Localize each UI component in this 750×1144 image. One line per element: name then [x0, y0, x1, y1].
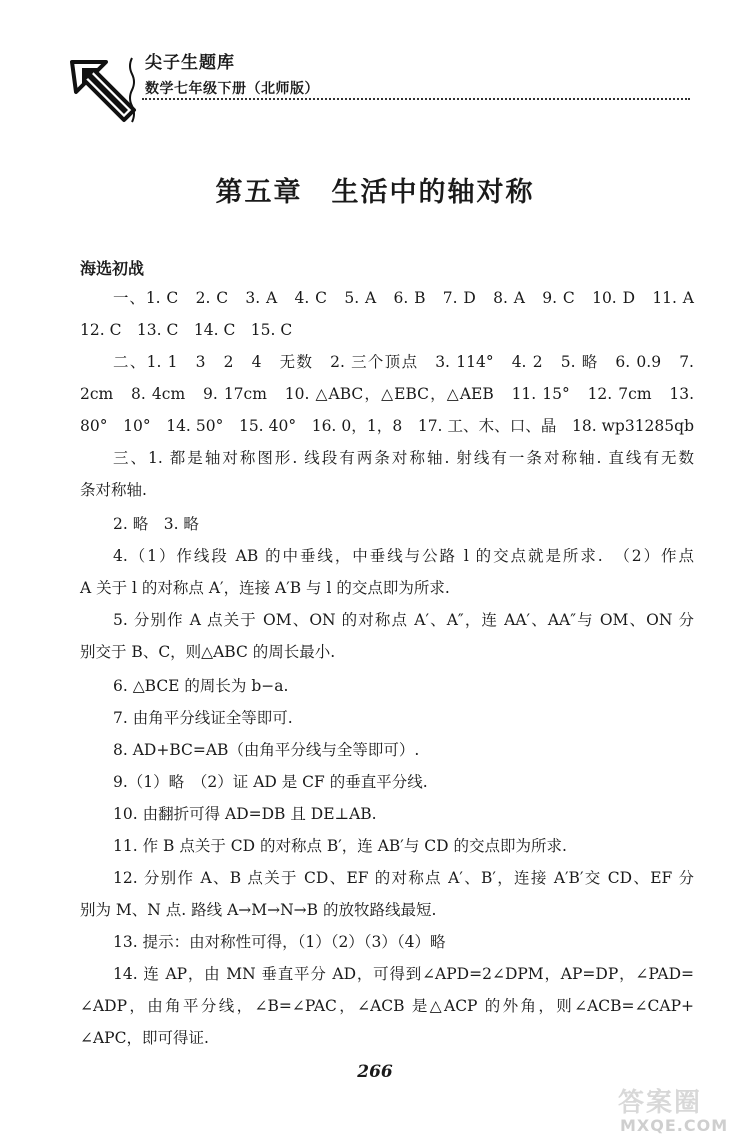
- answer-line: 14. 连 AP，由 MN 垂直平分 AD，可得到∠APD=2∠DPM，AP=DP，∠PAD=: [113, 965, 694, 983]
- answer-line: 5. 分别作 A 点关于 OM、ON 的对称点 A′、A″，连 AA′、AA″与 OM、ON 分: [113, 611, 694, 629]
- section-heading: 海选初战: [80, 259, 145, 278]
- answer-line: 6. △BCE 的周长为 b−a.: [113, 677, 289, 695]
- chapter-title: 第五章 生活中的轴对称: [215, 177, 535, 208]
- answer-line: ∠APC，即可得证.: [80, 1029, 209, 1047]
- page-number: 266: [357, 1062, 393, 1082]
- watermark: [618, 1082, 742, 1138]
- answer-line: A 关于 l 的对称点 A′，连接 A′B 与 l 的交点即为所求.: [80, 579, 450, 597]
- watermark-text: 答案圈: [618, 1088, 703, 1118]
- answer-line: 条对称轴.: [80, 481, 147, 499]
- page-header: [68, 40, 698, 130]
- answer-line: 一、1. C 2. C 3. A 4. C 5. A 6. B 7. D 8. A 9. C 10. D 11. A: [113, 289, 694, 307]
- answer-line: 12. 分别作 A、B 点关于 CD、EF 的对称点 A′、B′，连接 A′B′交 CD、EF 分: [113, 869, 694, 887]
- answer-line: 2cm 8. 4cm 9. 17cm 10. △ABC，△EBC，△AEB 11. 15° 12. 7cm 13.: [80, 385, 694, 403]
- answer-line: 7. 由角平分线证全等即可.: [113, 709, 293, 727]
- answer-line: 别交于 B、C，则△ABC 的周长最小.: [80, 643, 336, 661]
- answer-line: 8. AD+BC=AB（由角平分线与全等即可）.: [113, 741, 420, 759]
- answer-line: 13. 提示：由对称性可得，（1）（2）（3）（4）略: [113, 933, 446, 951]
- watermark-url: MXQE.COM: [620, 1116, 729, 1135]
- answer-line: 12. C 13. C 14. C 15. C: [80, 321, 293, 339]
- answer-line: 10. 由翻折可得 AD=DB 且 DE⊥AB.: [113, 805, 377, 823]
- answer-line: 4.（1）作线段 AB 的中垂线，中垂线与公路 l 的交点就是所求. （2）作点: [113, 547, 694, 565]
- answer-line: 80° 10° 14. 50° 15. 40° 16. 0，1，8 17. 工、木、口、晶 18. wp31285qb: [80, 417, 694, 435]
- answer-line: 二、1. 1 3 2 4 无数 2. 三个顶点 3. 114° 4. 2 5. 略 6. 0.9 7.: [113, 353, 694, 371]
- series-title: 尖子生题库: [145, 53, 235, 73]
- answer-line: 三、1. 都是轴对称图形. 线段有两条对称轴. 射线有一条对称轴. 直线有无数: [113, 449, 694, 467]
- answer-line: 2. 略 3. 略: [113, 515, 199, 533]
- header-divider: [142, 98, 690, 100]
- answer-line: ∠ADP，由角平分线，∠B=∠PAC，∠ACB 是△ACP 的外角，则∠ACB=∠CAP+: [80, 997, 694, 1015]
- answer-line: 9.（1）略 （2）证 AD 是 CF 的垂直平分线.: [113, 773, 428, 791]
- book-subtitle: 数学七年级下册（北师版）: [145, 81, 319, 97]
- answer-line: 11. 作 B 点关于 CD 的对称点 B′，连 AB′与 CD 的交点即为所求.: [113, 837, 567, 855]
- answer-line: 别为 M、N 点. 路线 A→M→N→B 的放牧路线最短.: [80, 901, 437, 919]
- arrow-logo-icon: [68, 54, 140, 126]
